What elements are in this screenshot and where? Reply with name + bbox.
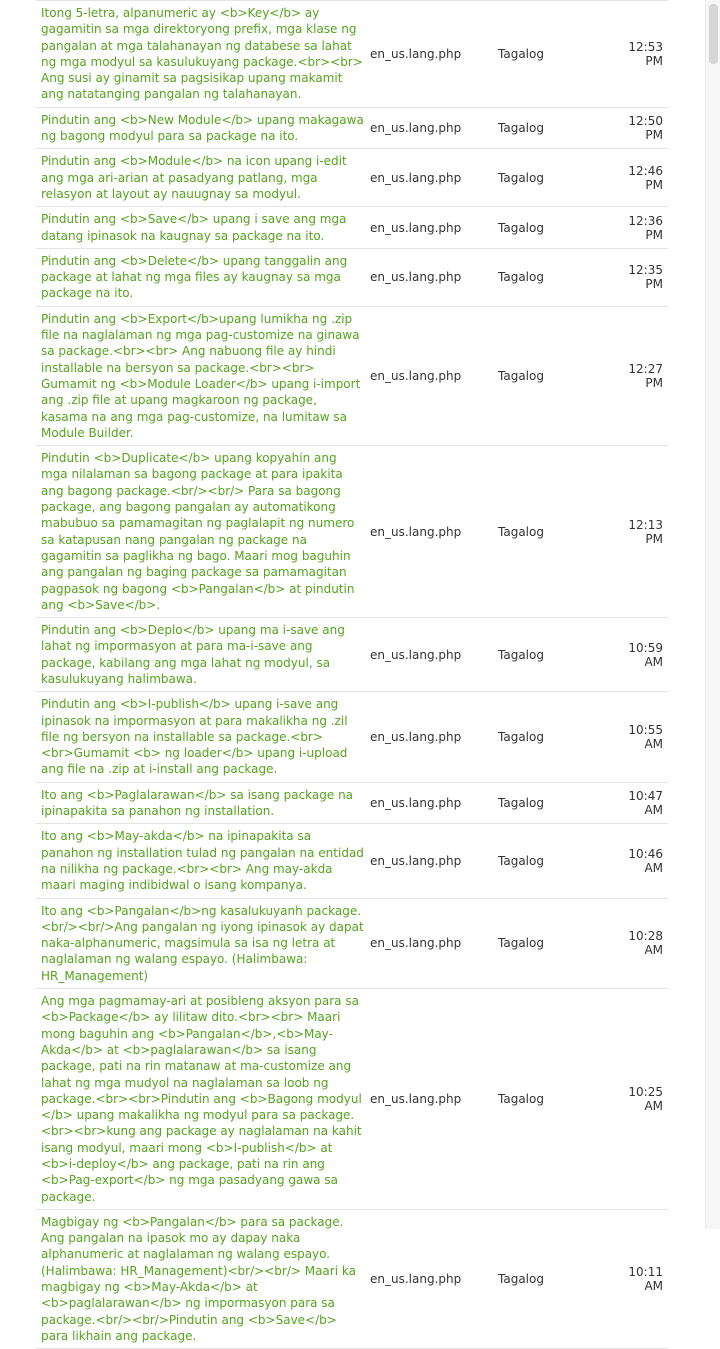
table-row[interactable] (36, 898, 668, 988)
file-name-cell: en_us.lang.php (369, 1209, 497, 1348)
language-cell: Tagalog (497, 618, 615, 692)
file-name-cell: en_us.lang.php (369, 446, 497, 618)
time-cell: 12:46 PM (615, 149, 668, 207)
time-cell: 12:50 PM (615, 107, 668, 149)
source-string-cell[interactable]: Magbigay ng <b>Pangalan</b> para sa package. Ang pangalan na ipasok mo ay dapay naka alphanumeric at naglalaman ng walang espayo. (Halimbawa: HR_Management)<br/><br/> Maari ka magbigay ng <b>May-Akda</b> at <b>paglalarawan</b> ng impormasyon para sa package.<br/><br/>Pindutin ang <b>Save</b> para likhain ang package. (36, 1209, 369, 1348)
time-cell: 12:53 PM (615, 1, 668, 108)
table-row[interactable] (36, 989, 668, 1210)
table-row[interactable] (36, 692, 668, 782)
file-name-cell: en_us.lang.php (369, 1, 497, 108)
table-body (36, 1, 668, 1349)
source-string-cell[interactable]: Pindutin ang <b>New Module</b> upang makagawa ng bagong modyul para sa package na ito. (36, 107, 369, 149)
language-cell: Tagalog (497, 446, 615, 618)
source-string-cell[interactable]: Itong 5-letra, alpanumeric ay <b>Key</b> ay gagamitin sa mga direktoryong prefix, mga klase ng pangalan at mga talahanayan ng databese sa lahat ng mga modyul sa kasulukuyang package.<br><br> Ang susi ay ginamit sa pagsisikap upang makamit ang natatanging pangalan ng talahanayan. (36, 1, 369, 108)
time-cell: 12:13 PM (615, 446, 668, 618)
table-row[interactable] (36, 149, 668, 207)
language-cell: Tagalog (497, 149, 615, 207)
table-row[interactable] (36, 1, 668, 108)
source-string-cell[interactable]: Pindutin <b>Duplicate</b> upang kopyahin ang mga nilalaman sa bagong package at para ipakita ang bagong package.<br/><br/> Para sa bagong package, ang bagong pangalan ay automatikong mabubuo sa pamamagitan ng paglalapit ng numero sa katapusan nang pangalan ng package na gagamitin sa paglikha ng bago. Maari mog baguhin ang pangalan ng baging package sa pamamagitan pagpasok ng bagong <b>Pangalan</b> at pindutin ang <b>Save</b>. (36, 446, 369, 618)
file-name-cell: en_us.lang.php (369, 824, 497, 898)
file-name-cell: en_us.lang.php (369, 207, 497, 249)
source-string-cell[interactable]: Pindutin ang <b>Save</b> upang i save ang mga datang ipinasok na kaugnay sa package na ito. (36, 207, 369, 249)
source-string-cell[interactable]: Pindutin ang <b>Deplo</b> upang ma i-save ang lahat ng impormasyon at para ma-i-save ang package, kabilang ang mga lahat ng modyul, sa kasulukuyang halimbawa. (36, 618, 369, 692)
language-cell: Tagalog (497, 306, 615, 445)
file-name-cell: en_us.lang.php (369, 107, 497, 149)
language-cell: Tagalog (497, 1, 615, 108)
time-cell: 10:25 AM (615, 989, 668, 1210)
language-cell: Tagalog (497, 824, 615, 898)
source-string-cell[interactable]: Ito ang <b>May-akda</b> na ipinapakita sa panahon ng installation tulad ng pangalan na entidad na nilikha ng package.<br><br> Ang may-akda maari maging indibidwal o isang kompanya. (36, 824, 369, 898)
table-row[interactable] (36, 824, 668, 898)
language-cell: Tagalog (497, 1209, 615, 1348)
translation-history-table (36, 0, 668, 1349)
file-name-cell: en_us.lang.php (369, 248, 497, 306)
translation-history-table-wrapper (36, 0, 668, 1343)
language-cell: Tagalog (497, 248, 615, 306)
source-string-cell[interactable]: Pindutin ang <b>Export</b>upang lumikha ng .zip file na naglalaman ng mga pag-customize na ginawa sa package.<br><br> Ang nabuong file ay hindi installable na bersyon sa package.<br><br> Gumamit ng <b>Module Loader</b> upang i-import ang .zip file at upang magkaroon ng package, kasama na ang mga pag-customize, na lumitaw sa Module Builder. (36, 306, 369, 445)
time-cell: 10:47 AM (615, 782, 668, 824)
file-name-cell: en_us.lang.php (369, 306, 497, 445)
source-string-cell[interactable]: Ang mga pagmamay-ari at posibleng aksyon para sa <b>Package</b> ay lilitaw dito.<br><br> Maari mong baguhin ang <b>Pangalan</b>,<b>May-Akda</b> at <b>paglalarawan</b> sa isang package, pati na rin matanaw at ma-customize ang lahat ng mga mudyol na naglalaman sa loob ng package.<br><br>Pindutin ang <b>Bagong modyul </b> upang makalikha ng modyul para sa package.<br><br>kung ang package ay naglalaman na kahit isang modyul, maari mong <b>I-publish</b> at <b>i-deploy</b> ang package, pati na rin ang <b>Pag-export</b> ng mga pasadyang gawa sa package. (36, 989, 369, 1210)
source-string-cell[interactable]: Ito ang <b>Pangalan</b>ng kasalukuyanh package.<br/><br/>Ang pangalan ng iyong ipinasok ay dapat naka-alphanumeric, magsimula sa isa ng letra at naglalaman ng walang espayo. (Halimbawa: HR_Management) (36, 898, 369, 988)
time-cell: 10:59 AM (615, 618, 668, 692)
language-cell: Tagalog (497, 898, 615, 988)
table-row[interactable] (36, 618, 668, 692)
table-row[interactable] (36, 207, 668, 249)
file-name-cell: en_us.lang.php (369, 618, 497, 692)
source-string-cell[interactable]: Ito ang <b>Paglalarawan</b> sa isang package na ipinapakita sa panahon ng installation. (36, 782, 369, 824)
file-name-cell: en_us.lang.php (369, 149, 497, 207)
table-row[interactable] (36, 306, 668, 445)
language-cell: Tagalog (497, 692, 615, 782)
scrollbar-thumb[interactable] (709, 4, 718, 64)
source-string-cell[interactable]: Pindutin ang <b>Delete</b> upang tanggalin ang package at lahat ng mga files ay kaugnay sa mga package na ito. (36, 248, 369, 306)
file-name-cell: en_us.lang.php (369, 989, 497, 1210)
time-cell: 10:55 AM (615, 692, 668, 782)
language-cell: Tagalog (497, 207, 615, 249)
language-cell: Tagalog (497, 107, 615, 149)
vertical-scrollbar[interactable] (705, 0, 720, 1229)
table-row[interactable] (36, 248, 668, 306)
table-row[interactable] (36, 782, 668, 824)
time-cell: 10:46 AM (615, 824, 668, 898)
time-cell: 12:27 PM (615, 306, 668, 445)
source-string-cell[interactable]: Pindutin ang <b>Module</b> na icon upang i-edit ang mga ari-arian at pasadyang patlang, mga relasyon at layout ay nauugnay sa modyul. (36, 149, 369, 207)
time-cell: 10:11 AM (615, 1209, 668, 1348)
file-name-cell: en_us.lang.php (369, 898, 497, 988)
table-row[interactable] (36, 107, 668, 149)
file-name-cell: en_us.lang.php (369, 692, 497, 782)
source-string-cell[interactable]: Pindutin ang <b>I-publish</b> upang i-save ang ipinasok na impormasyon at para makalikha ng .zil file ng bersyon na installable sa package.<br><br>Gumamit <b> ng loader</b> upang i-upload ang file na .zip at i-install ang package. (36, 692, 369, 782)
table-row[interactable] (36, 1209, 668, 1348)
time-cell: 12:35 PM (615, 248, 668, 306)
table-row[interactable] (36, 446, 668, 618)
time-cell: 12:36 PM (615, 207, 668, 249)
time-cell: 10:28 AM (615, 898, 668, 988)
file-name-cell: en_us.lang.php (369, 782, 497, 824)
language-cell: Tagalog (497, 989, 615, 1210)
language-cell: Tagalog (497, 782, 615, 824)
